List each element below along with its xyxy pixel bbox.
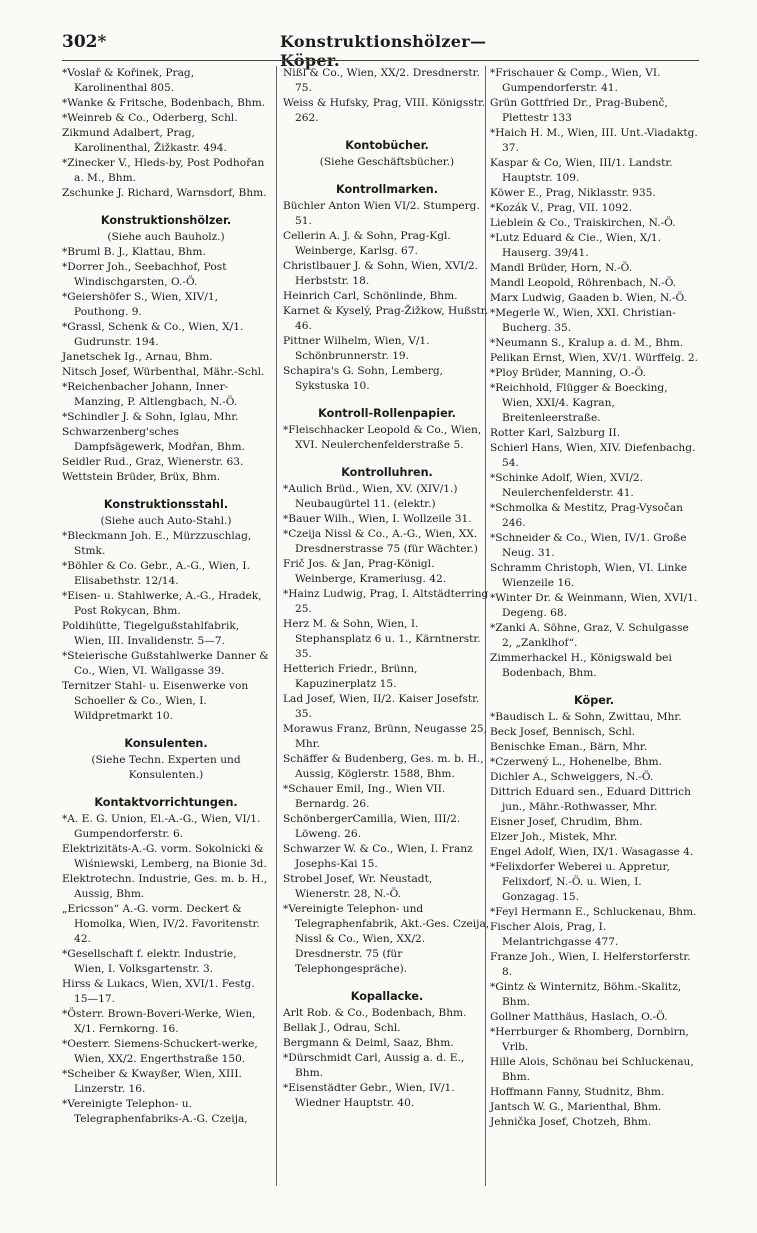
directory-entry: Strobel Josef, Wr. Neustadt, Wienerstr. 28, N.-Ö.	[283, 873, 433, 900]
directory-entry: *Felixdorfer Weberei u. Appretur, Felixdorf, N.-Ö. u. Wien, I. Gonzagag. 15.	[490, 861, 670, 903]
directory-entry: *Böhler & Co. Gebr., A.-G., Wien, I. Elisabethstr. 12/14.	[62, 560, 250, 587]
directory-entry: Pelikan Ernst, Wien, XV/1. Würffelg. 2.	[490, 352, 698, 364]
directory-entry: Eisner Josef, Chrudim, Bhm.	[490, 816, 643, 828]
directory-entry: *Zanki A. Söhne, Graz, V. Schulgasse 2, „Zanklhof“.	[490, 622, 689, 649]
directory-entry: Cellerin A. J. & Sohn, Prag-Kgl. Weinberge, Karlsg. 67.	[283, 230, 451, 257]
section-reference: (Siehe Geschäftsbücher.)	[319, 156, 455, 168]
directory-entry: Schwarzer W. & Co., Wien, I. Franz Josephs-Kai 15.	[283, 843, 473, 870]
directory-entry: *Wanke & Fritsche, Bodenbach, Bhm.	[62, 97, 266, 109]
section-reference: (Siehe Techn. Experten und Konsulenten.)	[91, 754, 241, 781]
section-heading: Konstruktionshölzer.	[100, 214, 232, 227]
directory-entry: Gollner Matthäus, Haslach, O.-Ö.	[490, 1011, 668, 1023]
section-heading: Kontaktvorrichtungen.	[94, 796, 238, 809]
directory-entry: *Schinke Adolf, Wien, XVI/2. Neulerchenfelderstr. 41.	[490, 472, 644, 499]
directory-entry: Zschunke J. Richard, Warnsdorf, Bhm.	[62, 187, 267, 199]
section-heading: Kontroll-Rollenpapier.	[318, 407, 456, 420]
directory-entry: Beck Josef, Bennisch, Schl.	[490, 726, 636, 738]
directory-entry: *Schauer Emil, Ing., Wien VII. Bernardg. 26.	[283, 783, 446, 810]
directory-entry: *Österr. Brown-Boveri-Werke, Wien, X/1. Fernkorng. 16.	[62, 1008, 256, 1035]
directory-entry: *Schindler J. & Sohn, Iglau, Mhr.	[62, 411, 239, 423]
directory-entry: Mandl Brüder, Horn, N.-Ö.	[490, 262, 633, 274]
directory-entry: SchönbergerCamilla, Wien, III/2. Löweng. 26.	[283, 813, 461, 840]
directory-entry: *Gesellschaft f. elektr. Industrie, Wien, I. Volksgartenstr. 3.	[62, 948, 237, 975]
directory-entry: *Voslař & Kořinek, Prag, Karolinenthal 805.	[62, 67, 195, 94]
directory-entry: *Bleckmann Joh. E., Mürzzuschlag, Stmk.	[62, 530, 252, 557]
directory-entry: *Kozák V., Prag, VII. 1092.	[490, 202, 632, 214]
directory-entry: Hoffmann Fanny, Studnitz, Bhm.	[490, 1086, 665, 1098]
column-right	[490, 66, 698, 1130]
directory-entry: Mandl Leopold, Röhrenbach, N.-Ö.	[490, 277, 677, 289]
directory-entry: Elektrizitäts-A.-G. vorm. Sokolnicki & Wiśniewski, Lemberg, na Bionie 3d.	[62, 843, 267, 870]
directory-entry: Elzer Joh., Mistek, Mhr.	[490, 831, 618, 843]
directory-entry: Schierl Hans, Wien, XIV. Diefenbachg. 54.	[490, 442, 696, 469]
directory-entry: Heinrich Carl, Schönlinde, Bhm.	[283, 290, 458, 302]
directory-entry: *Neumann S., Kralup a. d. M., Bhm.	[490, 337, 684, 349]
directory-entry: Schwarzenberg'sches Dampfsägewerk, Modřan, Bhm.	[62, 426, 245, 453]
section-reference: (Siehe auch Auto-Stahl.)	[100, 515, 232, 527]
directory-entry: Hille Alois, Schönau bei Schluckenau, Bhm.	[490, 1056, 694, 1083]
directory-entry: Poldihütte, Tiegelgußstahlfabrik, Wien, III. Invalidenstr. 5—7.	[62, 620, 240, 647]
section-heading: Köper.	[574, 694, 614, 707]
directory-entry: *Vereinigte Telephon- und Telegraphenfabrik, Akt.-Ges. Czeija, Nissl & Co., Wien, XX/2. Dresdnerstr. 75 (für Telephongespräche).	[283, 903, 490, 975]
column-left	[62, 66, 270, 1127]
directory-entry: *Herrburger & Rhomberg, Dornbirn, Vrlb.	[490, 1026, 689, 1053]
directory-entry: Morawus Franz, Brünn, Neugasse 25, Mhr.	[283, 723, 488, 750]
directory-entry: *Eisenstädter Gebr., Wien, IV/1. Wiedner Hauptstr. 40.	[283, 1082, 455, 1109]
directory-entry: *Geiershöfer S., Wien, XIV/1, Pouthong. 9.	[62, 291, 218, 318]
directory-entry: Köwer E., Prag, Niklasstr. 935.	[490, 187, 656, 199]
section-reference: (Siehe auch Bauholz.)	[107, 231, 225, 243]
section-heading: Kontrolluhren.	[341, 466, 433, 479]
directory-entry: *Dorrer Joh., Seebachhof, Post Windischgarsten, O.-Ö.	[62, 261, 227, 288]
directory-entry: *Haich H. M., Wien, III. Unt.-Viadaktg. 37.	[490, 127, 698, 154]
directory-entry: „Ericsson“ A.-G. vorm. Deckert & Homolka, Wien, IV/2. Favoritenstr. 42.	[62, 903, 260, 945]
directory-entry: *Czerwený L., Hohenelbe, Bhm.	[490, 756, 662, 768]
directory-entry: *Weinreb & Co., Oderberg, Schl.	[62, 112, 238, 124]
directory-entry: *Ploy Brüder, Manning, O.-Ö.	[490, 367, 646, 379]
directory-entry: *Grassl, Schenk & Co., Wien, X/1. Gudrunstr. 194.	[62, 321, 244, 348]
directory-entry: Janetschek Ig., Arnau, Bhm.	[62, 351, 213, 363]
directory-entry: Schapira's G. Sohn, Lemberg, Sykstuska 10.	[283, 365, 444, 392]
directory-entry: Jantsch W. G., Marienthal, Bhm.	[490, 1101, 662, 1113]
directory-entry: Bergmann & Deiml, Saaz, Bhm.	[283, 1037, 454, 1049]
directory-entry: *Fleischhacker Leopold & Co., Wien, XVI. Neulerchenfelderstraße 5.	[283, 424, 482, 451]
directory-entry: *Gintz & Winternitz, Böhm.-Skalitz, Bhm.	[490, 981, 682, 1008]
directory-entry: *Megerle W., Wien, XXI. Christian-Bucherg. 35.	[490, 307, 676, 334]
directory-entry: *Winter Dr. & Weinmann, Wien, XVI/1. Degeng. 68.	[490, 592, 698, 619]
section-heading: Konstruktionsstahl.	[103, 498, 229, 511]
directory-entry: Nißl & Co., Wien, XX/2. Dresdnerstr. 75.	[283, 67, 480, 94]
directory-entry: *Czeija Nissl & Co., A.-G., Wien, XX. Dresdnerstrasse 75 (für Wächter.)	[283, 528, 478, 555]
page-number: 302*	[62, 32, 107, 52]
header-rule	[62, 60, 699, 61]
directory-entry: Engel Adolf, Wien, IX/1. Wasagasse 4.	[490, 846, 694, 858]
section-heading: Konsulenten.	[124, 737, 208, 750]
directory-entry: Grün Gottfried Dr., Prag-Bubenč, Plettestr 133	[490, 97, 668, 124]
directory-entry: Pittner Wilhelm, Wien, V/1. Schönbrunnerstr. 19.	[283, 335, 430, 362]
directory-entry: *Aulich Brüd., Wien, XV. (XIV/1.) Neubaugürtel 11. (elektr.)	[283, 483, 458, 510]
column-middle	[283, 66, 491, 1111]
directory-entry: *Schmolka & Mestitz, Prag-Vysočan 246.	[490, 502, 683, 529]
directory-entry: *A. E. G. Union, El.-A.-G., Wien, VI/1. Gumpendorferstr. 6.	[62, 813, 261, 840]
directory-entry: Schramm Christoph, Wien, VI. Linke Wienzeile 16.	[490, 562, 688, 589]
directory-entry: Rotter Karl, Salzburg II.	[490, 427, 621, 439]
directory-entry: Ternitzer Stahl- u. Eisenwerke von Schoeller & Co., Wien, I. Wildpretmarkt 10.	[62, 680, 249, 722]
directory-entry: Wettstein Brüder, Brüx, Bhm.	[62, 471, 221, 483]
directory-entry: Kaspar & Co, Wien, III/1. Landstr. Hauptstr. 109.	[490, 157, 673, 184]
directory-entry: Arlt Rob. & Co., Bodenbach, Bhm.	[283, 1007, 467, 1019]
directory-entry: Lieblein & Co., Traiskirchen, N.-Ö.	[490, 217, 676, 229]
directory-entry: *Bruml B. J., Klattau, Bhm.	[62, 246, 206, 258]
directory-entry: Frič Jos. & Jan, Prag-Königl. Weinberge, Krameriusg. 42.	[283, 558, 447, 585]
directory-entry: *Oesterr. Siemens-Schuckert-werke, Wien, XX/2. Engerthstraße 150.	[62, 1038, 258, 1065]
directory-entry: Franze Joh., Wien, I. Helferstorferstr. 8.	[490, 951, 691, 978]
directory-entry: *Frischauer & Comp., Wien, VI. Gumpendorferstr. 41.	[490, 67, 661, 94]
directory-entry: *Lutz Eduard & Cie., Wien, X/1. Hauserg. 39/41.	[490, 232, 662, 259]
directory-entry: Bellak J., Odrau, Schl.	[283, 1022, 401, 1034]
directory-entry: Lad Josef, Wien, II/2. Kaiser Josefstr. 35.	[283, 693, 480, 720]
directory-entry: *Dürschmidt Carl, Aussig a. d. E., Bhm.	[283, 1052, 465, 1079]
directory-entry: *Steierische Gußstahlwerke Danner & Co., Wien, VI. Wallgasse 39.	[62, 650, 269, 677]
directory-entry: Nitsch Josef, Würbenthal, Mähr.-Schl.	[62, 366, 265, 378]
directory-entry: Marx Ludwig, Gaaden b. Wien, N.-Ö.	[490, 292, 687, 304]
directory-entry: Weiss & Hufsky, Prag, VIII. Königsstr. 262.	[283, 97, 486, 124]
directory-entry: Karnet & Kyselý, Prag-Žižkow, Hußstr. 46.	[283, 305, 489, 332]
directory-entry: Elektrotechn. Industrie, Ges. m. b. H., Aussig, Bhm.	[62, 873, 268, 900]
column-divider	[276, 66, 277, 1186]
section-heading: Kontrollmarken.	[335, 183, 438, 196]
directory-entry: Herz M. & Sohn, Wien, I. Stephansplatz 6 u. 1., Kärntnerstr. 35.	[283, 618, 481, 660]
section-heading: Kopallacke.	[350, 990, 424, 1003]
directory-entry: Seidler Rud., Graz, Wienerstr. 63.	[62, 456, 244, 468]
directory-entry: *Hainz Ludwig, Prag, I. Altstädterring 25.	[283, 588, 489, 615]
directory-entry: *Vereinigte Telephon- u. Telegraphenfabriks-A.-G. Czeija,	[62, 1098, 248, 1125]
directory-entry: Hirss & Lukacs, Wien, XVI/1. Festg. 15—17.	[62, 978, 255, 1005]
directory-entry: *Eisen- u. Stahlwerke, A.-G., Hradek, Post Rokycan, Bhm.	[62, 590, 262, 617]
directory-entry: *Bauer Wilh., Wien, I. Wollzeile 31.	[283, 513, 472, 525]
page-header	[62, 32, 502, 70]
directory-entry: Benischke Eman., Bärn, Mhr.	[490, 741, 648, 753]
directory-entry: Schäffer & Budenberg, Ges. m. b. H., Aussig, Köglerstr. 1588, Bhm.	[283, 753, 484, 780]
section-heading: Kontobücher.	[345, 139, 429, 152]
directory-entry: Zikmund Adalbert, Prag, Karolinenthal, Žižkastr. 494.	[62, 127, 227, 154]
directory-entry: *Reichenbacher Johann, Inner-Manzing, P. Altlengbach, N.-Ö.	[62, 381, 238, 408]
directory-entry: Hetterich Friedr., Brünn, Kapuzinerplatz 15.	[283, 663, 418, 690]
directory-entry: Büchler Anton Wien VI/2. Stumperg. 51.	[283, 200, 480, 227]
directory-entry: *Feyl Hermann E., Schluckenau, Bhm.	[490, 906, 697, 918]
directory-entry: Dittrich Eduard sen., Eduard Dittrich jun., Mähr.-Rothwasser, Mhr.	[490, 786, 691, 813]
directory-entry: *Schneider & Co., Wien, IV/1. Große Neug. 31.	[490, 532, 687, 559]
directory-entry: Dichler A., Schweiggers, N.-Ö.	[490, 771, 654, 783]
page-title: Konstruktionshölzer—Köper.	[280, 32, 487, 70]
directory-entry: Fischer Alois, Prag, I. Melantrichgasse 477.	[490, 921, 619, 948]
directory-entry: *Reichhold, Flügger & Boecking, Wien, XXI/4. Kagran, Breitenleerstraße.	[490, 382, 668, 424]
directory-entry: Jehnička Josef, Chotzeh, Bhm.	[490, 1116, 652, 1128]
directory-entry: *Zinecker V., Hleds-by, Post Podhořan a. M., Bhm.	[62, 157, 265, 184]
directory-entry: Zimmerhackel H., Königswald bei Bodenbach, Bhm.	[490, 652, 672, 679]
directory-entry: *Scheiber & Kwayßer, Wien, XIII. Linzerstr. 16.	[62, 1068, 242, 1095]
directory-entry: *Baudisch L. & Sohn, Zwittau, Mhr.	[490, 711, 682, 723]
directory-entry: Christlbauer J. & Sohn, Wien, XVI/2. Herbststr. 18.	[283, 260, 479, 287]
